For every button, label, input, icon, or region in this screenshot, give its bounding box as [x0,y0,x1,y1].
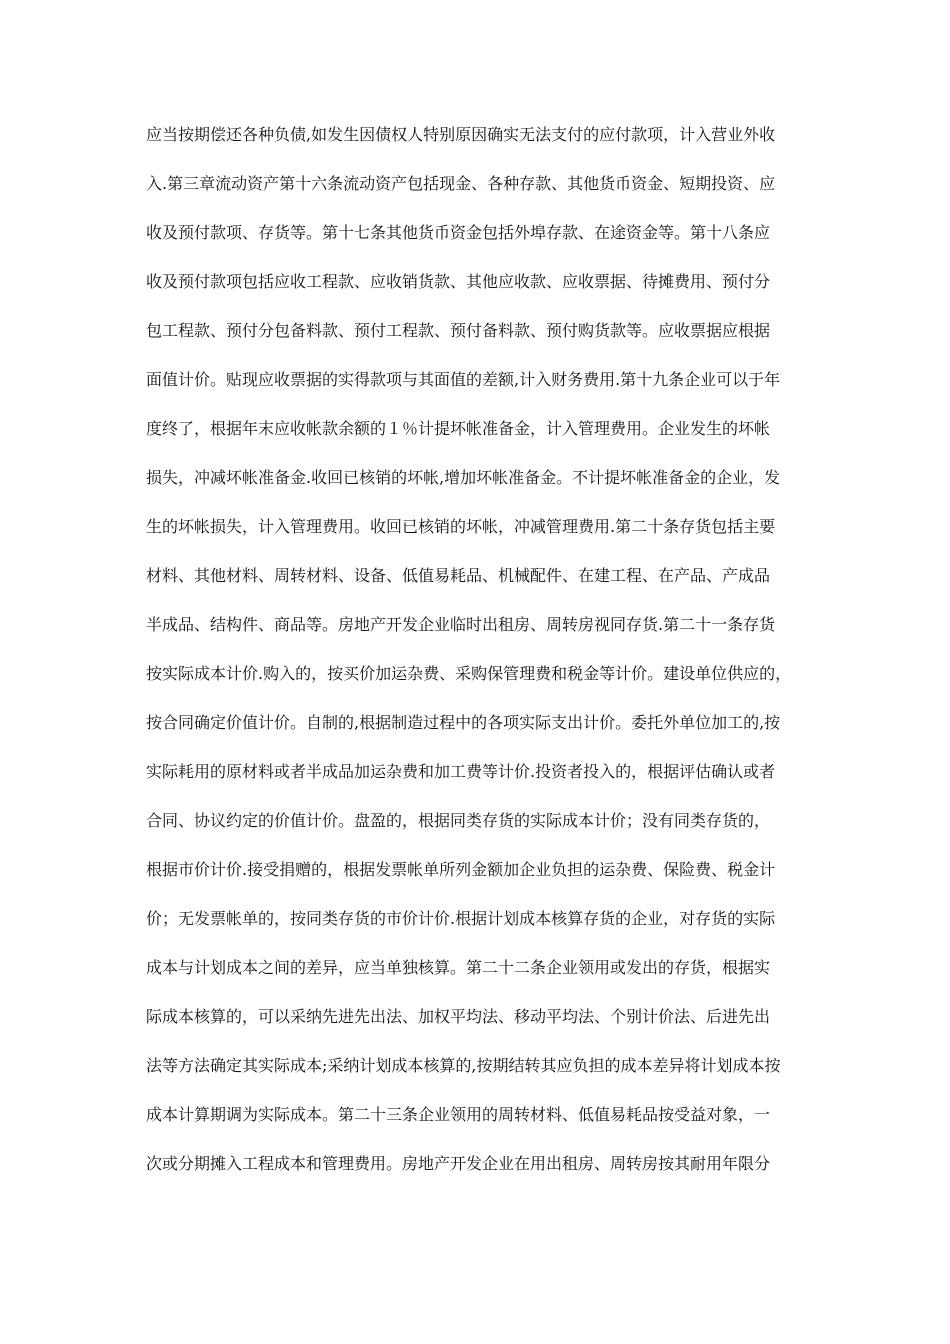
text-line: 包工程款、预付分包备料款、预付工程款、预付备料款、预付购货款等。应收票据应根据 [146,321,771,340]
text-line: 收及预付款项包括应收工程款、应收销货款、其他应收款、应收票据、待摊费用、预付分 [146,272,771,291]
text-line: 材料、其他材料、周转材料、设备、低值易耗品、机械配件、在建工程、在产品、产成品 [146,566,771,585]
text-line: 合同、协议约定的价值计价。盘盈的，根据同类存货的实际成本计价；没有同类存货的， [146,811,771,830]
text-line: 价；无发票帐单的，按同类存货的市价计价.根据计划成本核算存货的企业，对存货的实际 [146,909,776,928]
text-line: 面值计价。贴现应收票据的实得款项与其面值的差额,计入财务费用.第十九条企业可以于年 [146,370,781,389]
text-line: 按合同确定价值计价。自制的,根据制造过程中的各项实际支出计价。委托外单位加工的,按 [146,713,781,732]
text-line: 入.第三章流动资产第十六条流动资产包括现金、各种存款、其他货币资金、短期投资、应 [146,174,776,193]
body-text [146,120,816,1198]
text-line: 成本计算期调为实际成本。第二十三条企业领用的周转材料、低值易耗品按受益对象，一 [146,1105,771,1124]
text-line: 成本与计划成本之间的差异，应当单独核算。第二十二条企业领用或发出的存货，根据实 [146,958,771,977]
text-line: 根据市价计价.接受捐赠的，根据发票帐单所列金额加企业负担的运杂费、保险费、税金计 [146,860,776,879]
text-line: 际成本核算的，可以采纳先进先出法、加权平均法、移动平均法、个别计价法、后进先出 [146,1007,771,1026]
text-line: 实际耗用的原材料或者半成品加运杂费和加工费等计价.投资者投入的，根据评估确认或者 [146,762,776,781]
text-line: 次或分期摊入工程成本和管理费用。房地产开发企业在用出租房、周转房按其耐用年限分 [146,1154,771,1173]
text-line: 损失，冲减坏帐准备金.收回已核销的坏帐,增加坏帐准备金。不计提坏帐准备金的企业，发 [146,468,781,487]
text-line: 度终了，根据年末应收帐款余额的１％计提坏帐准备金，计入管理费用。企业发生的坏帐 [146,419,771,438]
text-line: 法等方法确定其实际成本;采纳计划成本核算的,按期结转其应负担的成本差异将计划成本按 [146,1056,781,1075]
text-line: 半成品、结构件、商品等。房地产开发企业临时出租房、周转房视同存货.第二十一条存货 [146,615,776,634]
text-line: 收及预付款项、存货等。第十七条其他货币资金包括外埠存款、在途资金等。第十八条应 [146,223,771,242]
text-line: 生的坏帐损失，计入管理费用。收回已核销的坏帐，冲减管理费用.第二十条存货包括主要 [146,517,776,536]
text-line: 按实际成本计价.购入的，按买价加运杂费、采购保管理费和税金等计价。建设单位供应的， [146,664,792,683]
text-line: 应当按期偿还各种负债,如发生因债权人特别原因确实无法支付的应付款项，计入营业外收 [146,125,776,144]
